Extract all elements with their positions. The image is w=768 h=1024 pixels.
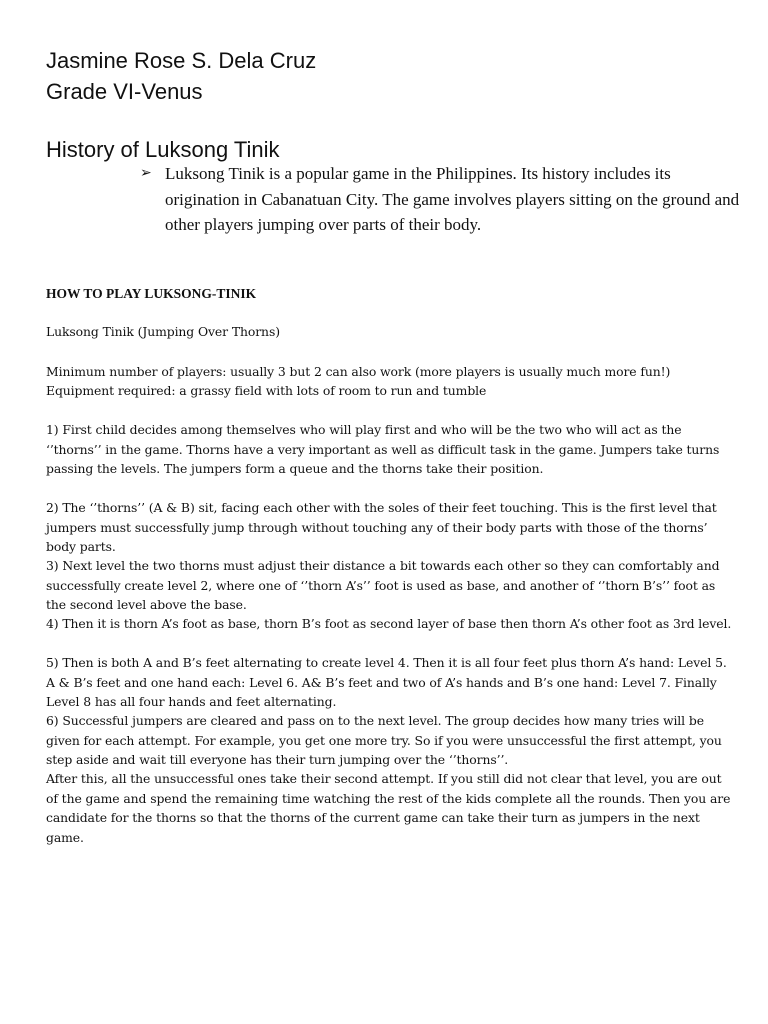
document-title: History of Luksong Tinik	[46, 137, 280, 162]
min-players: Minimum number of players: usually 3 but 2 can also work (more players is usually much more fun!)	[46, 364, 671, 379]
game-subtitle: Luksong Tinik (Jumping Over Thorns)	[46, 324, 280, 339]
step-4: 4) Then it is thorn A’s foot as base, thorn B’s foot as second layer of base then thorn A’s other foot as 3rd level.	[46, 616, 732, 631]
intro-text: Luksong Tinik is a popular game in the Philippines. Its history includes its origination in Cabanatuan City. The game involves players sitting on the ground and other players jumping over parts of their body.	[165, 164, 740, 234]
arrowhead-bullet-icon: ➢	[140, 165, 152, 181]
student-grade: Grade VI-Venus	[46, 79, 203, 104]
section-heading: HOW TO PLAY LUKSONG-TINIK	[46, 286, 257, 301]
closing-paragraph: After this, all the unsuccessful ones take their second attempt. If you still did not clear that level, you are out of the game and spend the remaining time watching the rest of the kids complete all the rounds. Then you are candidate for the thorns so that the thorns of the current game can take their turn as jumpers in the next game.	[46, 771, 731, 845]
step-5: 5) Then is both A and B’s feet alternating to create level 4. Then it is all four feet plus thorn A’s hand: Level 5. A & B’s feet and one hand each: Level 6. A& B’s feet and two of A’s hands and B’s one hand: Level 7. Finally Level 8 has all four hands and feet alternating.	[46, 655, 727, 709]
equipment: Equipment required: a grassy field with lots of room to run and tumble	[46, 383, 487, 398]
intro-bullet	[140, 161, 740, 238]
student-name: Jasmine Rose S. Dela Cruz	[46, 48, 317, 73]
step-2: 2) The ‘’thorns’’ (A & B) sit, facing each other with the soles of their feet touching. This is the first level that jumpers must successfully jump through without touching any of their body parts with those of the thorns’ body parts.	[46, 500, 717, 554]
step-1: 1) First child decides among themselves who will play first and who will be the two who will act as the ‘’thorns’’ in the game. Thorns have a very important as well as difficult task in the game. Jumpers take turns passing the levels. The jumpers form a queue and the thorns take their position.	[46, 422, 720, 476]
step-3: 3) Next level the two thorns must adjust their distance a bit towards each other so they can comfortably and successfully create level 2, where one of ‘’thorn A’s’’ foot is used as base, and another of ‘’thorn B’s’’ foot as the second level above the base.	[46, 558, 720, 612]
step-6: 6) Successful jumpers are cleared and pass on to the next level. The group decides how many tries will be given for each attempt. For example, you get one more try. So if you were unsuccessful the first attempt, you step aside and wait till everyone has their turn jumping over the ‘’thorns’’.	[46, 713, 722, 767]
